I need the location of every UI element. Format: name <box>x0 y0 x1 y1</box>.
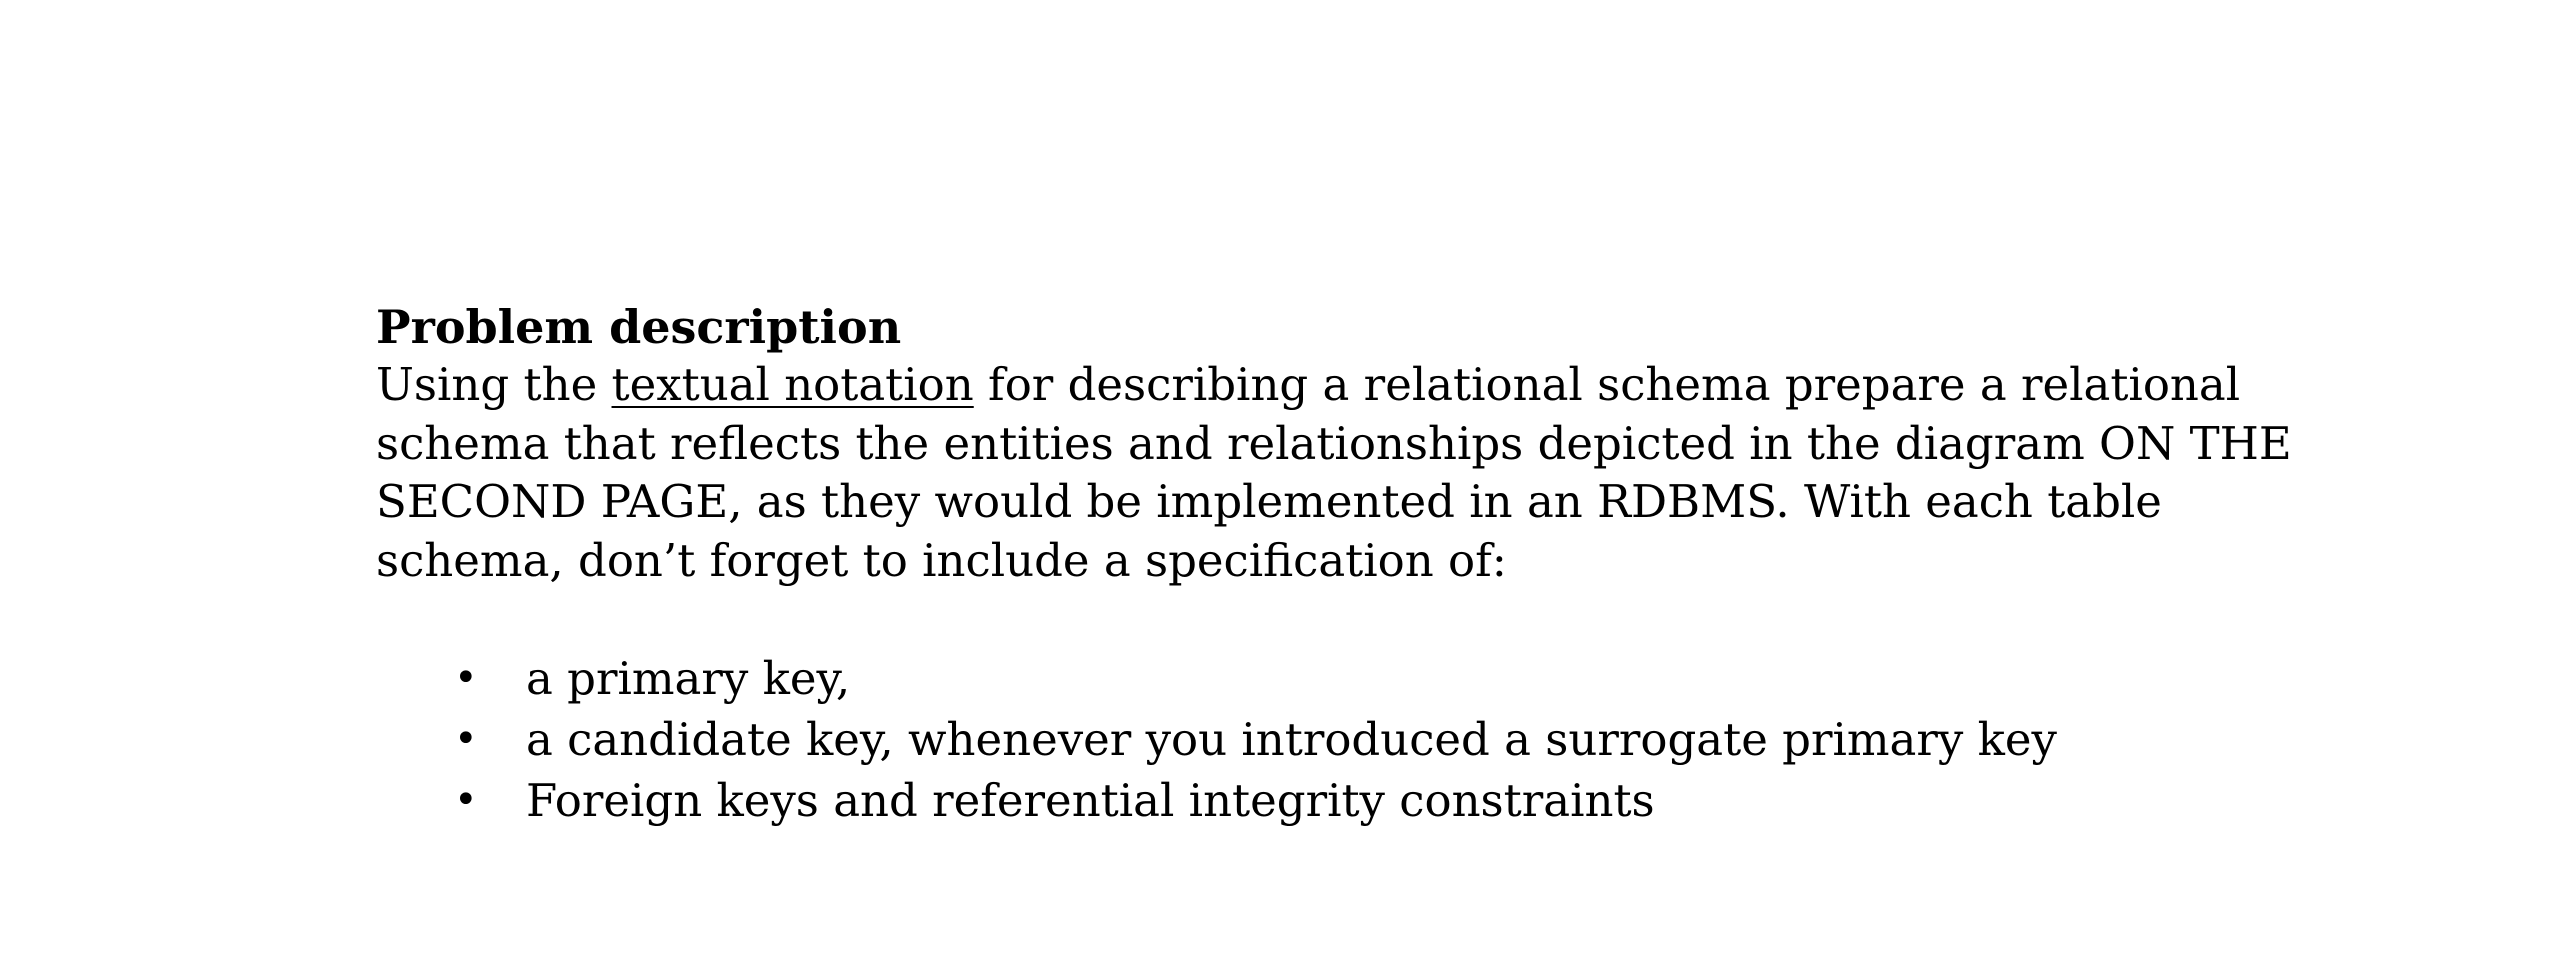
requirements-list <box>376 648 2276 831</box>
paragraph-text-before-link: Using the <box>376 358 612 411</box>
bullet-icon: • <box>454 655 478 701</box>
list-item-text: a primary key, <box>526 652 851 705</box>
list-item <box>376 770 2276 831</box>
bullet-icon: • <box>454 716 478 762</box>
section-heading: Problem description <box>376 300 902 354</box>
list-item <box>376 709 2276 770</box>
textual-notation-underlined-text: textual notation <box>611 358 974 411</box>
list-item <box>376 648 2276 709</box>
paragraph-line-3: SECOND PAGE, as they would be implemented in an RDBMS. With each table <box>376 475 2162 528</box>
paragraph-line-4: schema, don’t forget to include a specification of: <box>376 533 1507 587</box>
paragraph-line-1 <box>376 356 2276 415</box>
document-body <box>376 298 2292 831</box>
paragraph-text-after-link: for describing a relational schema prepare a relational <box>973 358 2241 411</box>
bullet-icon: • <box>454 777 478 823</box>
list-item-text: Foreign keys and referential integrity constraints <box>526 774 1655 827</box>
description-paragraph <box>376 356 2292 590</box>
list-item-text: a candidate key, whenever you introduced a surrogate primary key <box>526 713 2057 766</box>
paragraph-line-2: schema that reflects the entities and relationships depicted in the diagram ON THE <box>376 416 2292 470</box>
